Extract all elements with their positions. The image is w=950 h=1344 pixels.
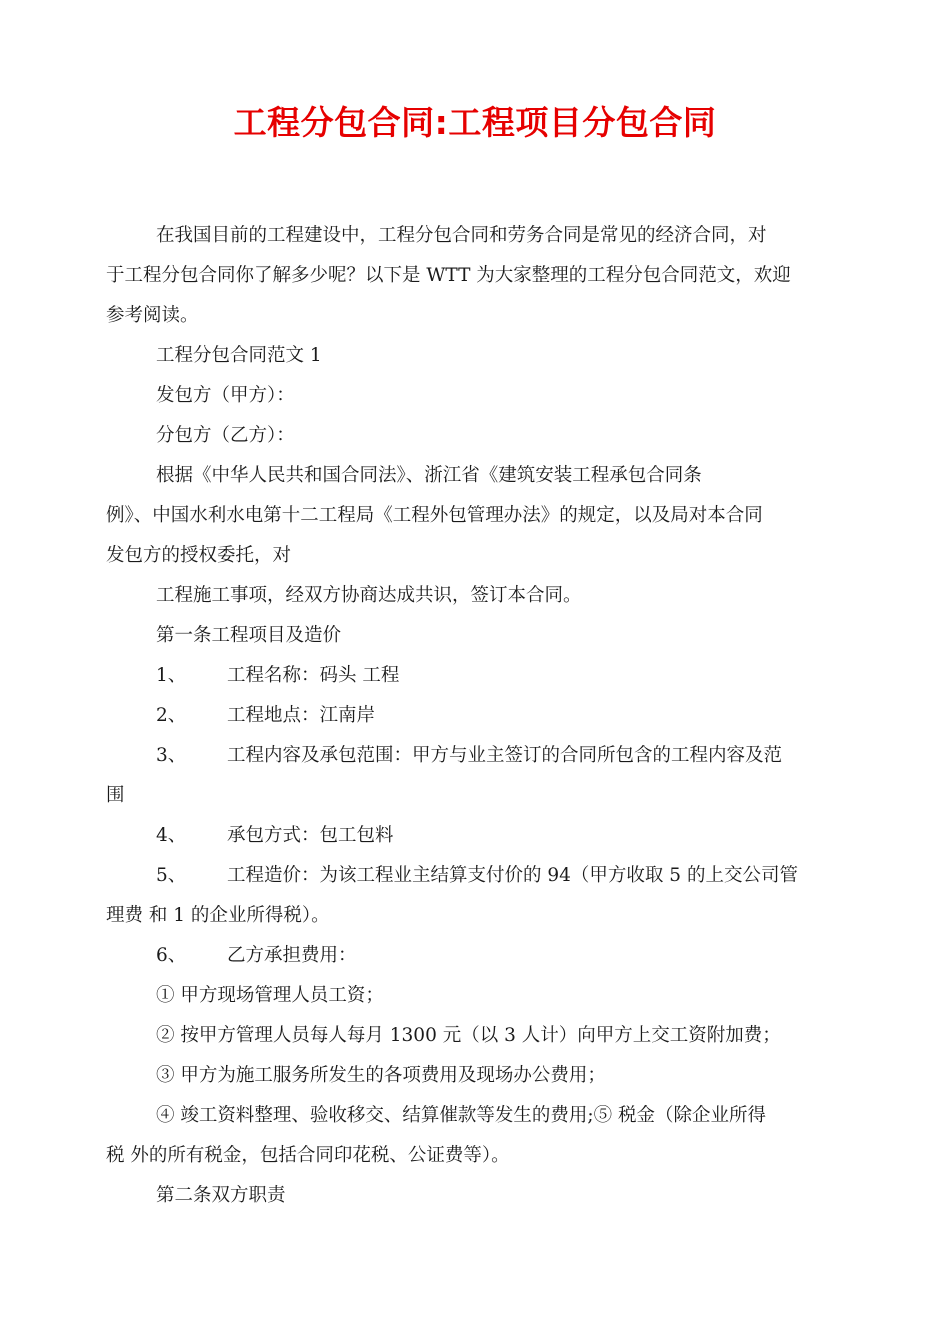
list-item [106,856,850,896]
list-item-number: 1、 [156,665,187,686]
list-item [106,736,850,776]
document-body [106,216,850,1216]
basis-paragraph-line: 工程施工事项，经双方协商达成共识，签订本合同。 [156,585,582,606]
list-item-number: 6、 [156,945,187,966]
cost-item-continuation: 税 外的所有税金，包括合同印花税、公证费等）。 [106,1145,510,1166]
article-2-heading: 第二条双方职责 [156,1185,286,1206]
list-item-text: 工程内容及承包范围：甲方与业主签订的合同所包含的工程内容及范 [227,745,783,766]
list-item-text: 工程名称：码头 工程 [227,665,400,686]
list-item-text: 乙方承担费用： [227,945,357,966]
cost-item: ③ 甲方为施工服务所发生的各项费用及现场办公费用； [156,1065,606,1086]
basis-paragraph-line: 根据《中华人民共和国合同法》、浙江省《建筑安装工程承包合同条 [156,465,702,486]
intro-paragraph-line: 在我国目前的工程建设中，工程分包合同和劳务合同是常见的经济合同，对 [156,225,767,246]
list-item-text: 工程造价：为该工程业主结算支付价的 94（甲方收取 5 的上交公司管 [227,865,798,886]
list-item-text: 工程地点：江南岸 [227,705,376,726]
list-item-number: 5、 [156,865,187,886]
basis-paragraph-line: 例》、中国水利水电第十二工程局《工程外包管理办法》的规定，以及局对本合同 [106,505,763,526]
list-item-number: 3、 [156,745,187,766]
list-item [106,816,850,856]
document-title: 工程分包合同:工程项目分包合同 [233,103,717,142]
intro-paragraph-line: 于工程分包合同你了解多少呢？以下是 WTT 为大家整理的工程分包合同范文，欢迎 [106,265,791,286]
list-item-text: 承包方式：包工包料 [227,825,394,846]
basis-paragraph-line: 发包方的授权委托，对 [106,545,292,566]
sample-heading: 工程分包合同范文 1 [156,345,322,366]
article-1-heading: 第一条工程项目及造价 [156,625,342,646]
list-item-continuation: 围 [106,785,125,806]
list-item [106,936,850,976]
list-item [106,656,850,696]
list-item-number: 4、 [156,825,187,846]
cost-item: ② 按甲方管理人员每人每月 1300 元（以 3 人计）向甲方上交工资附加费； [156,1025,781,1046]
party-a-line: 发包方（甲方）： [156,385,295,406]
list-item [106,696,850,736]
cost-item: ④ 竣工资料整理、验收移交、结算催款等发生的费用;⑤ 税金（除企业所得 [156,1105,766,1126]
intro-paragraph-line: 参考阅读。 [106,305,199,326]
list-item-continuation: 理费 和 1 的企业所得税）。 [106,905,330,926]
list-item-number: 2、 [156,705,187,726]
party-b-line: 分包方（乙方）： [156,425,295,446]
cost-item: ① 甲方现场管理人员工资； [156,985,384,1006]
